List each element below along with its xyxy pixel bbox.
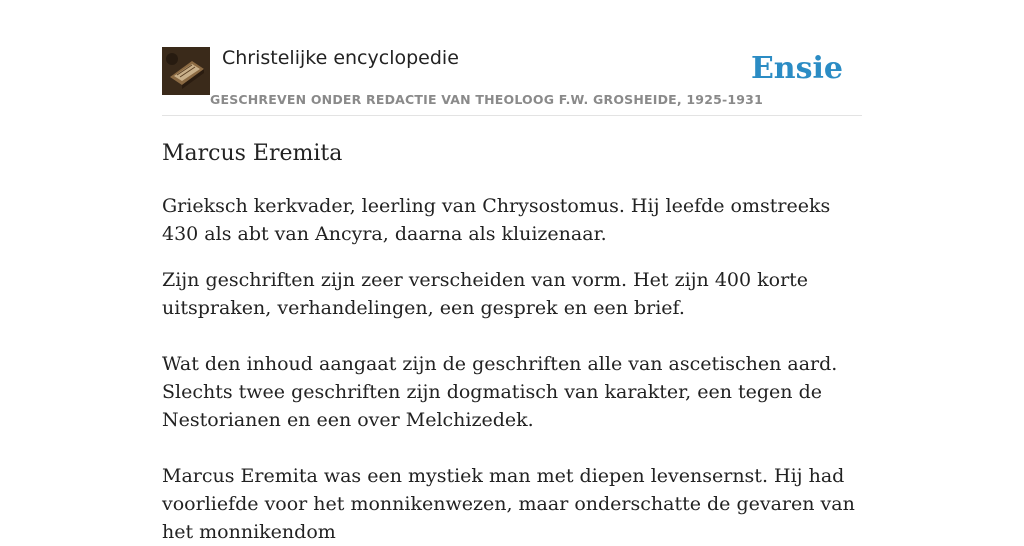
article-paragraph: Zijn geschriften zijn zeer verscheiden van vorm. Het zijn 400 korte uitspraken, verhandelingen, een gesprek en een brief.	[162, 269, 809, 319]
header	[162, 46, 862, 116]
publication-title[interactable]: Christelijke encyclopedie	[222, 47, 459, 69]
article-paragraph: Marcus Eremita was een mystiek man met diepen levensernst. Hij had voorliefde voor het monnikenwezen, maar onderschatte de gevaren van het monnikendom	[162, 465, 855, 543]
brand-logo[interactable]: Ensie	[750, 51, 843, 86]
article-title: Marcus Eremita	[162, 141, 343, 166]
article	[162, 138, 862, 546]
book-image-icon	[162, 47, 210, 95]
header-divider	[162, 115, 862, 116]
article-paragraph: Grieksch kerkvader, leerling van Chrysostomus. Hij leefde omstreeks 430 als abt van Ancyra, daarna als kluizenaar.	[162, 195, 831, 245]
article-paragraph: Wat den inhoud aangaat zijn de geschriften alle van ascetischen aard. Slechts twee geschriften zijn dogmatisch van karakter, een tegen de Nestorianen en een over Melchizedek.	[162, 353, 838, 431]
publication-subtitle: GESCHREVEN ONDER REDACTIE VAN THEOLOOG F.W. GROSHEIDE, 1925-1931	[210, 92, 763, 107]
publication-avatar[interactable]	[162, 47, 210, 95]
